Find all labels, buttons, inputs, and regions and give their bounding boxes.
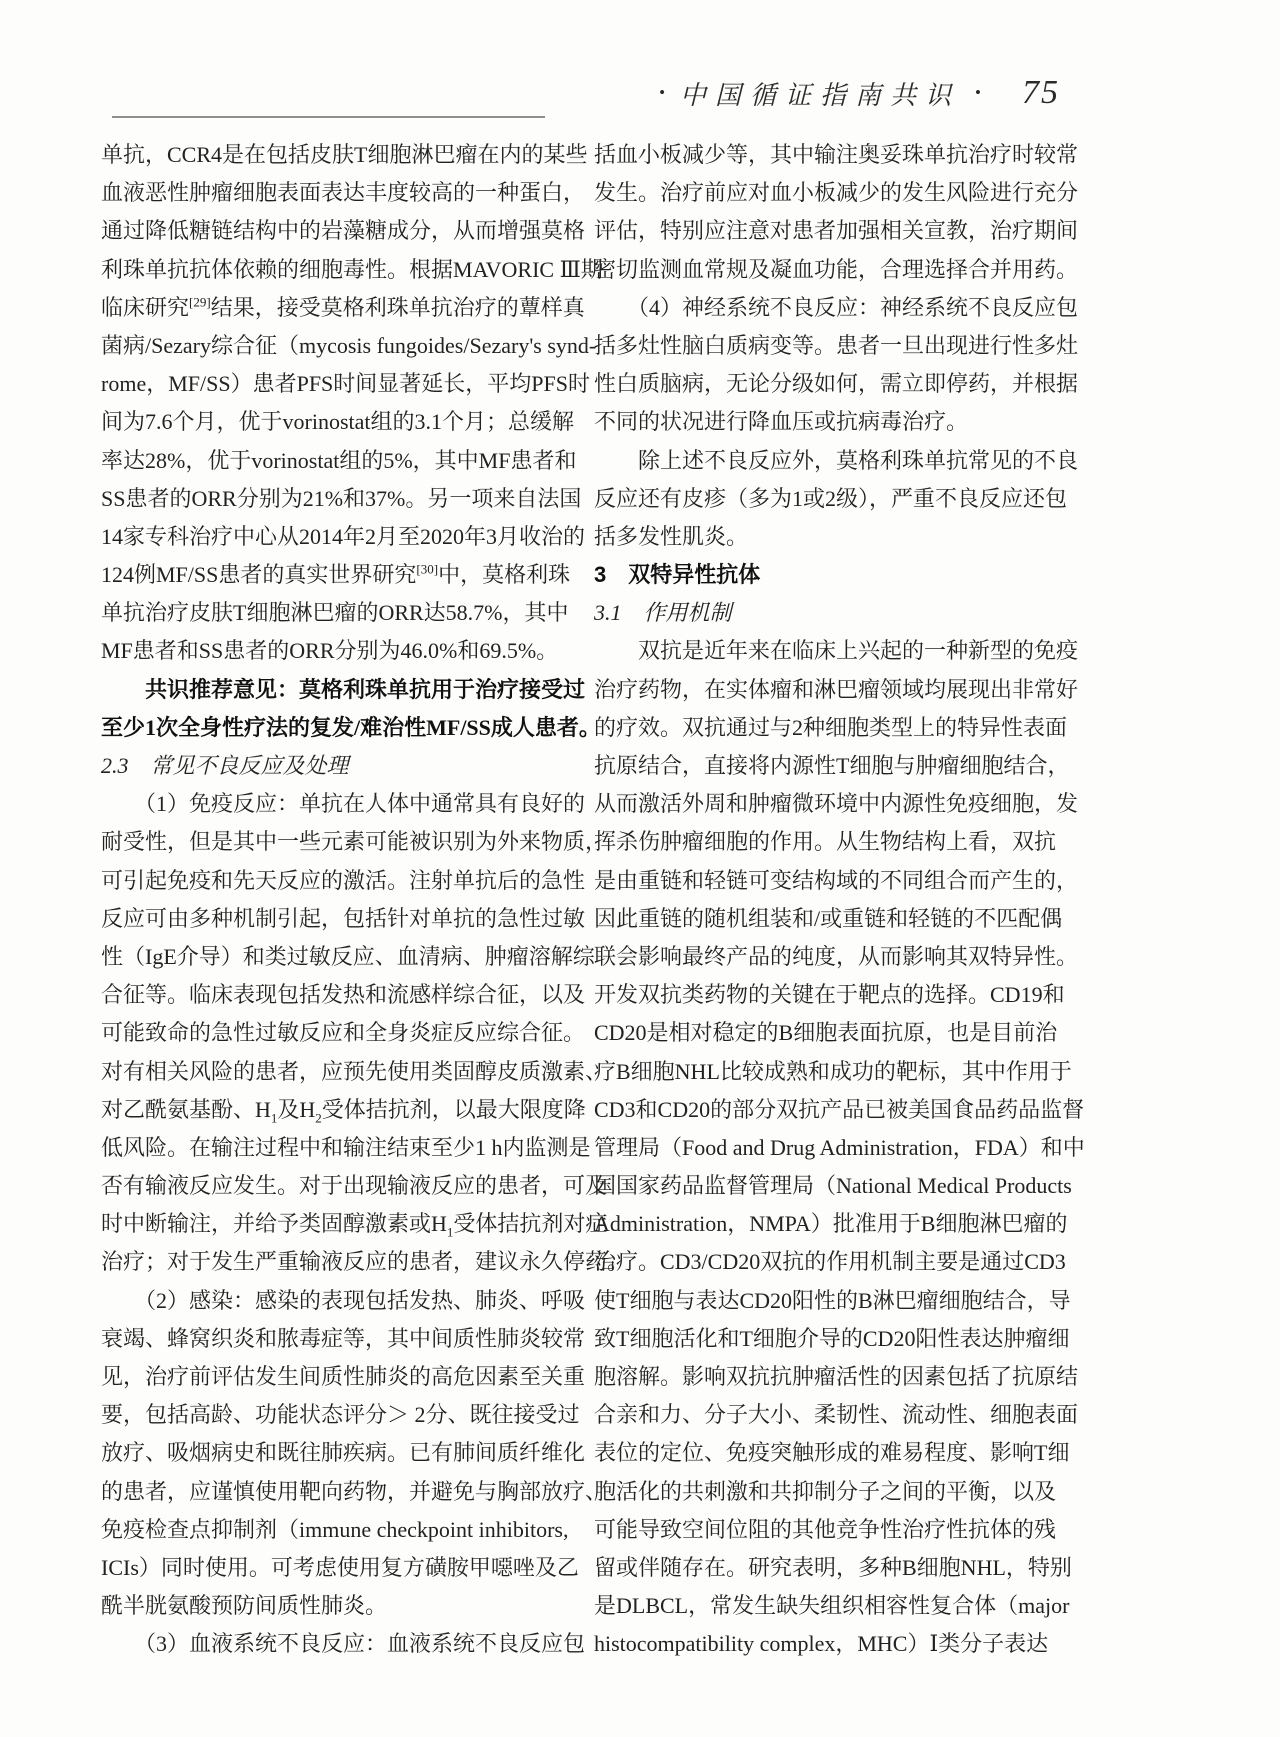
text-line: 因此重链的随机组装和/或重链和轻链的不匹配偶 [594, 905, 1063, 931]
text-line: 单抗，CCR4是在包括皮肤T细胞淋巴瘤在内的某些 [101, 142, 588, 167]
text-line: 开发双抗类药物的关键在于靶点的选择。CD19和 [594, 982, 1065, 1008]
text-line: 抗原结合，直接将内源性T细胞与肿瘤细胞结合， [594, 753, 1070, 778]
text-line: 至少1次全身性疗法的复发/难治性MF/SS成人患者。 [101, 714, 601, 740]
text-line: 血液恶性肿瘤细胞表面表达丰度较高的一种蛋白， [101, 180, 586, 206]
text-line: 国国家药品监督管理局（National Medical Products [594, 1173, 1072, 1199]
text-line: 时中断输注，并给予类固醇激素或$H_1$受体拮抗剂对症 [101, 1211, 608, 1240]
header-bullet: • [659, 83, 666, 102]
text-line: （2）感染：感染的表现包括发热、肺炎、呼吸 [101, 1287, 586, 1313]
text-line: 合亲和力、分子大小、柔韧性、流动性、细胞表面 [594, 1402, 1079, 1428]
text-line: 对乙酰氨基酚、$H_1$及$H_2$受体拮抗剂，以最大限度降 [101, 1096, 586, 1126]
text-line: MF患者和SS患者的ORR分别为46.0%和69.5%。 [101, 638, 559, 664]
text-line: 的患者，应谨慎使用靶向药物，并避免与胸部放疗、 [101, 1478, 608, 1504]
chemical-subscript: 1 [270, 1110, 278, 1126]
text-line: 免疫检查点抑制剂（immune checkpoint inhibitors, [101, 1516, 569, 1542]
text-line: 胞活化的共刺激和共抑制分子之间的平衡，以及 [594, 1478, 1057, 1504]
text-line: 评估，特别应注意对患者加强相关宣教，治疗期间 [594, 218, 1079, 244]
text-line: 可能致命的急性过敏反应和全身炎症反应综合征。 [101, 1020, 586, 1046]
text-line: 性（IgE介导）和类过敏反应、血清病、肿瘤溶解综 [101, 943, 595, 969]
text-line: 耐受性，但是其中一些元素可能被识别为外来物质， [101, 829, 608, 855]
text-line: 除上述不良反应外，莫格利珠单抗常见的不良 [594, 447, 1079, 473]
text-line: （1）免疫反应：单抗在人体中通常具有良好的 [101, 791, 586, 817]
text-line: 双抗是近年来在临床上兴起的一种新型的免疫 [594, 638, 1079, 664]
text-line: 反应还有皮疹（多为1或2级），严重不良反应还包 [594, 485, 1068, 511]
text-line: 治疗。CD3/CD20双抗的作用机制主要是通过CD3 [594, 1249, 1066, 1275]
text-line: （3）血液系统不良反应：血液系统不良反应包 [101, 1631, 586, 1657]
text-line: 酰半胱氨酸预防间质性肺炎。 [101, 1593, 388, 1619]
text-line: 是由重链和轻链可变结构域的不同组合而产生的， [594, 867, 1079, 893]
text-line: 率达28%，优于vorinostat组的5%，其中MF患者和 [101, 447, 577, 473]
header-rule [112, 116, 545, 118]
text-line: SS患者的ORR分别为21%和37%。另一项来自法国 [101, 485, 582, 511]
text-line: 治疗；对于发生严重输液反应的患者，建议永久停药。 [101, 1249, 630, 1275]
column-right [594, 136, 1085, 1664]
text-line: 124例MF/SS患者的真实世界研究[30]中，莫格利珠 [101, 561, 571, 588]
text-line: 单抗治疗皮肤T细胞淋巴瘤的ORR达58.7%，其中 [101, 600, 569, 626]
journal-title: 中国循证指南共识 [680, 80, 961, 110]
text-line: 管理局（Food and Drug Administration，FDA）和中 [594, 1134, 1085, 1160]
chemical-subscript: 1 [446, 1224, 454, 1240]
section-heading: 3.1 作用机制 [594, 600, 732, 626]
text-line: 衰竭、蜂窝织炎和脓毒症等，其中间质性肺炎较常 [101, 1325, 586, 1351]
text-line: rome，MF/SS）患者PFS时间显著延长，平均PFS时 [101, 371, 590, 397]
text-line: 否有输液反应发生。对于出现输液反应的患者，可及 [101, 1173, 608, 1199]
text-line: 表位的定位、免疫突触形成的难易程度、影响T细 [594, 1440, 1070, 1466]
text-line: 联会影响最终产品的纯度，从而影响其双特异性。 [594, 943, 1079, 969]
text-line: 临床研究[29]结果，接受莫格利珠单抗治疗的蕈样真 [101, 294, 585, 320]
text-line: （4）神经系统不良反应：神经系统不良反应包 [594, 294, 1079, 320]
text-line: 放疗、吸烟病史和既往肺疾病。已有肺间质纤维化 [101, 1440, 586, 1466]
citation-superscript: [30] [416, 561, 439, 577]
text-line: 密切监测血常规及凝血功能，合理选择合并用药。 [594, 256, 1079, 282]
text-line: 的疗效。双抗通过与2种细胞类型上的特异性表面 [594, 714, 1068, 740]
text-line: CD3和CD20的部分双抗产品已被美国食品药品监督 [594, 1096, 1085, 1122]
text-line: 括血小板减少等，其中输注奥妥珠单抗治疗时较常 [594, 142, 1079, 167]
text-line: 对有相关风险的患者，应预先使用类固醇皮质激素、 [101, 1058, 608, 1084]
text-line: 疗B细胞NHL比较成熟和成功的靶标，其中作用于 [594, 1058, 1072, 1084]
text-line: 间为7.6个月，优于vorinostat组的3.1个月；总缓解 [101, 409, 574, 435]
text-line: 见，治疗前评估发生间质性肺炎的高危因素至关重 [101, 1364, 586, 1389]
citation-superscript: [29] [189, 294, 211, 310]
text-line: 合征等。临床表现包括发热和流感样综合征，以及 [101, 982, 586, 1008]
text-line: 致T细胞活化和T细胞介导的CD20阳性表达肿瘤细 [594, 1325, 1070, 1351]
text-line: 利珠单抗抗体依赖的细胞毒性。根据MAVORIC Ⅲ期 [101, 256, 603, 282]
column-left [101, 136, 630, 1664]
page-header [600, 74, 1060, 112]
text-line: 通过降低糖链结构中的岩藻糖成分，从而增强莫格 [101, 218, 586, 244]
text-line: 发生。治疗前应对血小板减少的发生风险进行充分 [594, 180, 1079, 206]
section-heading: 2.3 常见不良反应及处理 [101, 753, 349, 778]
text-line: CD20是相对稳定的B细胞表面抗原，也是目前治 [594, 1020, 1058, 1046]
text-line: 菌病/Sezary综合征（mycosis fungoides/Sezary's synd- [101, 332, 597, 358]
text-line: 从而激活外周和肿瘤微环境中内源性免疫细胞，发 [594, 791, 1079, 817]
text-line: 可引起免疫和先天反应的激活。注射单抗后的急性 [101, 867, 586, 893]
text-line: ICIs）同时使用。可考虑使用复方磺胺甲噁唑及乙 [101, 1554, 579, 1580]
text-line: 括多发性肌炎。 [594, 523, 749, 549]
text-line: Administration，NMPA）批准用于B细胞淋巴瘤的 [594, 1211, 1068, 1237]
text-line: 挥杀伤肿瘤细胞的作用。从生物结构上看，双抗 [594, 829, 1057, 855]
text-line: 可能导致空间位阻的其他竞争性治疗性抗体的残 [594, 1516, 1057, 1542]
text-line: 共识推荐意见：莫格利珠单抗用于治疗接受过 [101, 676, 586, 702]
text-line: 低风险。在输注过程中和输注结束至少1 h内监测是 [101, 1134, 591, 1160]
text-line: 反应可由多种机制引起，包括针对单抗的急性过敏 [101, 905, 586, 931]
text-line: 14家专科治疗中心从2014年2月至2020年3月收治的 [101, 523, 586, 549]
text-line: 括多灶性脑白质病变等。患者一旦出现进行性多灶 [594, 332, 1079, 358]
text-line: 使T细胞与表达CD20阳性的B淋巴瘤细胞结合，导 [594, 1287, 1071, 1313]
page-number: 75 [1022, 74, 1060, 111]
text-line: 治疗药物，在实体瘤和淋巴瘤领域均展现出非常好 [594, 676, 1079, 702]
text-line: 胞溶解。影响双抗抗肿瘤活性的因素包括了抗原结 [594, 1364, 1079, 1389]
header-bullet: • [975, 83, 981, 102]
text-line: 性白质脑病，无论分级如何，需立即停药，并根据 [594, 371, 1079, 397]
chemical-subscript: 2 [315, 1110, 322, 1126]
section-heading: 3 双特异性抗体 [594, 562, 761, 588]
text-line: 留或伴随存在。研究表明，多种B细胞NHL，特别 [594, 1554, 1072, 1580]
text-line: 不同的状况进行降血压或抗病毒治疗。 [594, 409, 969, 435]
text-line: 要，包括高龄、功能状态评分＞ 2分、既往接受过 [101, 1402, 580, 1428]
text-line: 是DLBCL，常发生缺失组织相容性复合体（major [594, 1593, 1070, 1619]
text-line: histocompatibility complex，MHC）Ⅰ类分子表达 [594, 1631, 1049, 1657]
